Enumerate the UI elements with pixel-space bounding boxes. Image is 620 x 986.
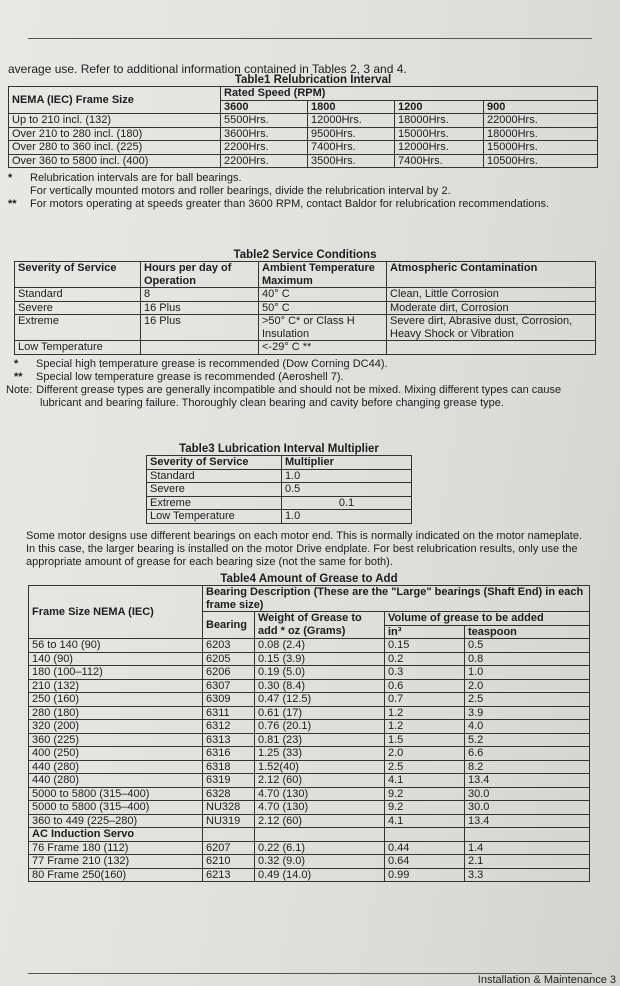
cell <box>465 828 590 842</box>
cell: >50° C* or Class H Insulation <box>259 315 387 341</box>
cell: 8 <box>141 288 259 302</box>
cell: 3.9 <box>465 706 590 720</box>
table-row <box>15 301 596 315</box>
cell: 0.76 (20.1) <box>255 720 385 734</box>
cell: 80 Frame 250(160) <box>29 868 203 882</box>
cell: 180 (100–112) <box>29 666 203 680</box>
cell: 1.5 <box>385 733 465 747</box>
cell: Severe dirt, Abrasive dust, Corrosion, Heavy Shock or Vibration <box>387 315 596 341</box>
cell: 0.1 <box>282 496 412 510</box>
cell: Severe <box>15 301 141 315</box>
cell: 360 (225) <box>29 733 203 747</box>
table-row <box>29 747 590 761</box>
cell: 440 (280) <box>29 774 203 788</box>
cell: 0.61 (17) <box>255 706 385 720</box>
cell: 0.44 <box>385 841 465 855</box>
cell: 6213 <box>203 868 255 882</box>
footnote <box>8 198 598 211</box>
cell: 0.5 <box>465 639 590 653</box>
cell: 0.32 (9.0) <box>255 855 385 869</box>
cell: Standard <box>15 288 141 302</box>
cell: 6206 <box>203 666 255 680</box>
cell: 9.2 <box>385 801 465 815</box>
cell: 15000Hrs. <box>395 127 484 141</box>
table4-caption: Table4 Amount of Grease to Add <box>220 573 398 585</box>
cell: 16 Plus <box>141 301 259 315</box>
cell: 400 (250) <box>29 747 203 761</box>
cell: 5000 to 5800 (315–400) <box>29 801 203 815</box>
cell: Extreme <box>15 315 141 341</box>
servo-body <box>29 841 590 882</box>
cell: 6313 <box>203 733 255 747</box>
cell: 280 (180) <box>29 706 203 720</box>
cell: 6319 <box>203 774 255 788</box>
cell: 4.1 <box>385 774 465 788</box>
volume-header: Volume of grease to be added <box>385 612 590 626</box>
cell: Extreme <box>147 496 282 510</box>
col-header: Multiplier <box>282 456 412 470</box>
cell: 320 (200) <box>29 720 203 734</box>
table-row <box>29 639 590 653</box>
cell: 2.12 (60) <box>255 774 385 788</box>
table-row <box>147 496 412 510</box>
cell: 77 Frame 210 (132) <box>29 855 203 869</box>
cell: 0.64 <box>385 855 465 869</box>
cell: NU328 <box>203 801 255 815</box>
cell: 76 Frame 180 (112) <box>29 841 203 855</box>
frame-size-header: NEMA (IEC) Frame Size <box>9 87 221 114</box>
footnote-mark: ** <box>8 198 17 210</box>
servo-header: AC Induction Servo <box>29 828 203 842</box>
cell: 5000 to 5800 (315–400) <box>29 787 203 801</box>
cell: 18000Hrs. <box>395 114 484 128</box>
table1-notes <box>8 172 598 211</box>
cell <box>203 828 255 842</box>
cell: 0.08 (2.4) <box>255 639 385 653</box>
cell: 0.19 (5.0) <box>255 666 385 680</box>
cell: 22000Hrs. <box>484 114 598 128</box>
intro-text: average use. Refer to additional information contained in Tables 2, 3 and 4. <box>8 62 407 76</box>
cell: 7400Hrs. <box>395 154 484 168</box>
footnote <box>14 358 596 371</box>
cell: 5500Hrs. <box>221 114 308 128</box>
cell <box>385 828 465 842</box>
cell: 3500Hrs. <box>308 154 395 168</box>
table3-section <box>146 443 412 524</box>
cell: 6203 <box>203 639 255 653</box>
col-header: Atmospheric Contamination <box>387 262 596 288</box>
table-row <box>29 720 590 734</box>
cell: 8.2 <box>465 760 590 774</box>
cell: 250 (160) <box>29 693 203 707</box>
cell: 6307 <box>203 679 255 693</box>
cell: 1.2 <box>385 720 465 734</box>
cell: 12000Hrs. <box>308 114 395 128</box>
table4-body <box>29 639 590 828</box>
cell: 10500Hrs. <box>484 154 598 168</box>
cell: 2.5 <box>385 760 465 774</box>
table-row <box>29 693 590 707</box>
footnote-mark: ** <box>14 370 23 383</box>
table2-notes <box>6 357 596 410</box>
cell: 360 to 449 (225–280) <box>29 814 203 828</box>
cell: Severe <box>147 483 282 497</box>
col-header: Severity of Service <box>147 456 282 470</box>
cell: 4.0 <box>465 720 590 734</box>
cell: 30.0 <box>465 787 590 801</box>
footnote <box>8 172 598 185</box>
cell: Over 280 to 360 incl. (225) <box>9 141 221 155</box>
table-row <box>29 774 590 788</box>
table-row <box>15 341 596 355</box>
cell <box>387 341 596 355</box>
footnote <box>14 371 596 384</box>
table-row <box>147 510 412 524</box>
cell: 1.0 <box>465 666 590 680</box>
top-divider <box>28 38 592 39</box>
cell: 0.3 <box>385 666 465 680</box>
speed-header: 3600 <box>221 100 308 114</box>
cell: 0.15 (3.9) <box>255 652 385 666</box>
col-header: Hours per day of Operation <box>141 262 259 288</box>
cell: Up to 210 incl. (132) <box>9 114 221 128</box>
page-footer: Installation & Maintenance 3 <box>477 974 616 986</box>
cell: 0.30 (8.4) <box>255 679 385 693</box>
cell: 12000Hrs. <box>395 141 484 155</box>
cell: 210 (132) <box>29 679 203 693</box>
table-row <box>147 469 412 483</box>
cell: 0.81 (23) <box>255 733 385 747</box>
cell: 1.25 (33) <box>255 747 385 761</box>
cell: Over 360 to 5800 incl. (400) <box>9 154 221 168</box>
footnote-text: For motors operating at speeds greater than 3600 RPM, contact Baldor for relubrication recommendations. <box>30 198 550 210</box>
bearing-paragraph: Some motor designs use different bearings on each motor end. This is normally indicated on the motor nameplate. In this case, the larger bearing is installed on the motor Drive endplate. For best relubrication results, only use the appropriate amount of grease for each bearing size (not the same for both). <box>26 530 583 568</box>
footnote-text: Special low temperature grease is recommended (Aeroshell 7). <box>36 370 344 383</box>
cell: Moderate dirt, Corrosion <box>387 301 596 315</box>
table-row <box>29 841 590 855</box>
cell: 6312 <box>203 720 255 734</box>
cell: 0.8 <box>465 652 590 666</box>
table-row <box>29 868 590 882</box>
speed-header: 900 <box>484 100 598 114</box>
col-header: Severity of Service <box>15 262 141 288</box>
cell: 9500Hrs. <box>308 127 395 141</box>
cell: 13.4 <box>465 814 590 828</box>
bearing-header: Bearing <box>203 612 255 639</box>
cell: 6.6 <box>465 747 590 761</box>
speed-header: 1800 <box>308 100 395 114</box>
cell: 3.3 <box>465 868 590 882</box>
table1-section <box>8 74 598 211</box>
col-header: Ambient Temperature Maximum <box>259 262 387 288</box>
cell: 0.99 <box>385 868 465 882</box>
table-row <box>9 127 598 141</box>
table4-section <box>28 573 590 882</box>
cell: <-29° C ** <box>259 341 387 355</box>
table-row <box>29 666 590 680</box>
cell: 440 (280) <box>29 760 203 774</box>
cell: 4.70 (130) <box>255 801 385 815</box>
table-row <box>9 114 598 128</box>
table2 <box>14 261 596 355</box>
table-row <box>29 760 590 774</box>
cell: 15000Hrs. <box>484 141 598 155</box>
table-row <box>147 483 412 497</box>
cell: 0.47 (12.5) <box>255 693 385 707</box>
cell: 6318 <box>203 760 255 774</box>
frame-size-header: Frame Size NEMA (IEC) <box>29 586 203 639</box>
cell: 2.1 <box>465 855 590 869</box>
cell: 0.22 (6.1) <box>255 841 385 855</box>
cell: 6328 <box>203 787 255 801</box>
cell: 6205 <box>203 652 255 666</box>
cell: 0.7 <box>385 693 465 707</box>
cell <box>255 828 385 842</box>
footnote-text: For vertically mounted motors and roller bearings, divide the relubrication interval by 2. <box>30 185 451 197</box>
rated-speed-header: Rated Speed (RPM) <box>221 87 598 101</box>
cell: 1.52(40) <box>255 760 385 774</box>
cell: 4.1 <box>385 814 465 828</box>
cell: 0.5 <box>282 483 412 497</box>
cell: 6309 <box>203 693 255 707</box>
cell: 1.0 <box>282 510 412 524</box>
cell: 4.70 (130) <box>255 787 385 801</box>
cell: 1.4 <box>465 841 590 855</box>
weight-header: Weight of Grease to add * oz (Grams) <box>255 612 385 639</box>
table-row <box>29 787 590 801</box>
cell: 0.6 <box>385 679 465 693</box>
cell: 2.12 (60) <box>255 814 385 828</box>
grease-note <box>6 384 596 410</box>
table-row <box>29 855 590 869</box>
cell: Standard <box>147 469 282 483</box>
cell: 0.15 <box>385 639 465 653</box>
table-row <box>9 141 598 155</box>
cell: 1.0 <box>282 469 412 483</box>
cell: 40° C <box>259 288 387 302</box>
note-label: Note: <box>6 383 33 396</box>
note-text: Different grease types are generally incompatible and should not be mixed. Mixing different types can cause lubricant and bearing failure. Thoroughly clean bearing and cavity before changing grease type. <box>36 383 562 409</box>
table3 <box>146 455 412 524</box>
cell: 6207 <box>203 841 255 855</box>
cell: 5.2 <box>465 733 590 747</box>
cell: 140 (90) <box>29 652 203 666</box>
table1 <box>8 86 598 168</box>
cell: 0.2 <box>385 652 465 666</box>
table2-section <box>6 249 596 410</box>
footnote-text: Special high temperature grease is recommended (Dow Corning DC44). <box>36 357 388 370</box>
table-row <box>29 801 590 815</box>
teaspoon-header: teaspoon <box>465 625 590 639</box>
table-row <box>9 154 598 168</box>
cell: 18000Hrs. <box>484 127 598 141</box>
speed-header: 1200 <box>395 100 484 114</box>
footnote <box>8 185 598 198</box>
cell: 50° C <box>259 301 387 315</box>
table-row <box>15 288 596 302</box>
cell: 2200Hrs. <box>221 154 308 168</box>
table-row <box>29 679 590 693</box>
table4 <box>28 585 590 882</box>
cell: 0.49 (14.0) <box>255 868 385 882</box>
cell: 1.2 <box>385 706 465 720</box>
footnote-mark: * <box>14 357 19 370</box>
cell: 7400Hrs. <box>308 141 395 155</box>
table-row <box>15 315 596 341</box>
bearing-description-header: Bearing Description (These are the "Large" bearings (Shaft End) in each frame size) <box>203 586 590 612</box>
cell: 2200Hrs. <box>221 141 308 155</box>
table-row <box>29 706 590 720</box>
cell: Clean, Little Corrosion <box>387 288 596 302</box>
cell: Over 210 to 280 incl. (180) <box>9 127 221 141</box>
cell: 6210 <box>203 855 255 869</box>
cell <box>141 341 259 355</box>
cell: 2.0 <box>465 679 590 693</box>
table2-caption: Table2 Service Conditions <box>233 249 377 261</box>
cell: 9.2 <box>385 787 465 801</box>
in3-header: in³ <box>385 625 465 639</box>
cell: 2.0 <box>385 747 465 761</box>
table3-caption: Table3 Lubrication Interval Multiplier <box>179 443 379 455</box>
cell: Low Temperature <box>147 510 282 524</box>
table-row <box>29 814 590 828</box>
footnote-text: Relubrication intervals are for ball bearings. <box>30 172 242 184</box>
cell: Low Temperature <box>15 341 141 355</box>
footnote-mark: * <box>8 172 13 184</box>
cell: 16 Plus <box>141 315 259 341</box>
cell: 13.4 <box>465 774 590 788</box>
table-row <box>29 733 590 747</box>
cell: 6316 <box>203 747 255 761</box>
table1-caption: Table1 Relubrication Interval <box>234 74 392 86</box>
cell: 30.0 <box>465 801 590 815</box>
cell: 56 to 140 (90) <box>29 639 203 653</box>
table-row <box>29 652 590 666</box>
cell: NU319 <box>203 814 255 828</box>
cell: 2.5 <box>465 693 590 707</box>
cell: 6311 <box>203 706 255 720</box>
cell: 3600Hrs. <box>221 127 308 141</box>
